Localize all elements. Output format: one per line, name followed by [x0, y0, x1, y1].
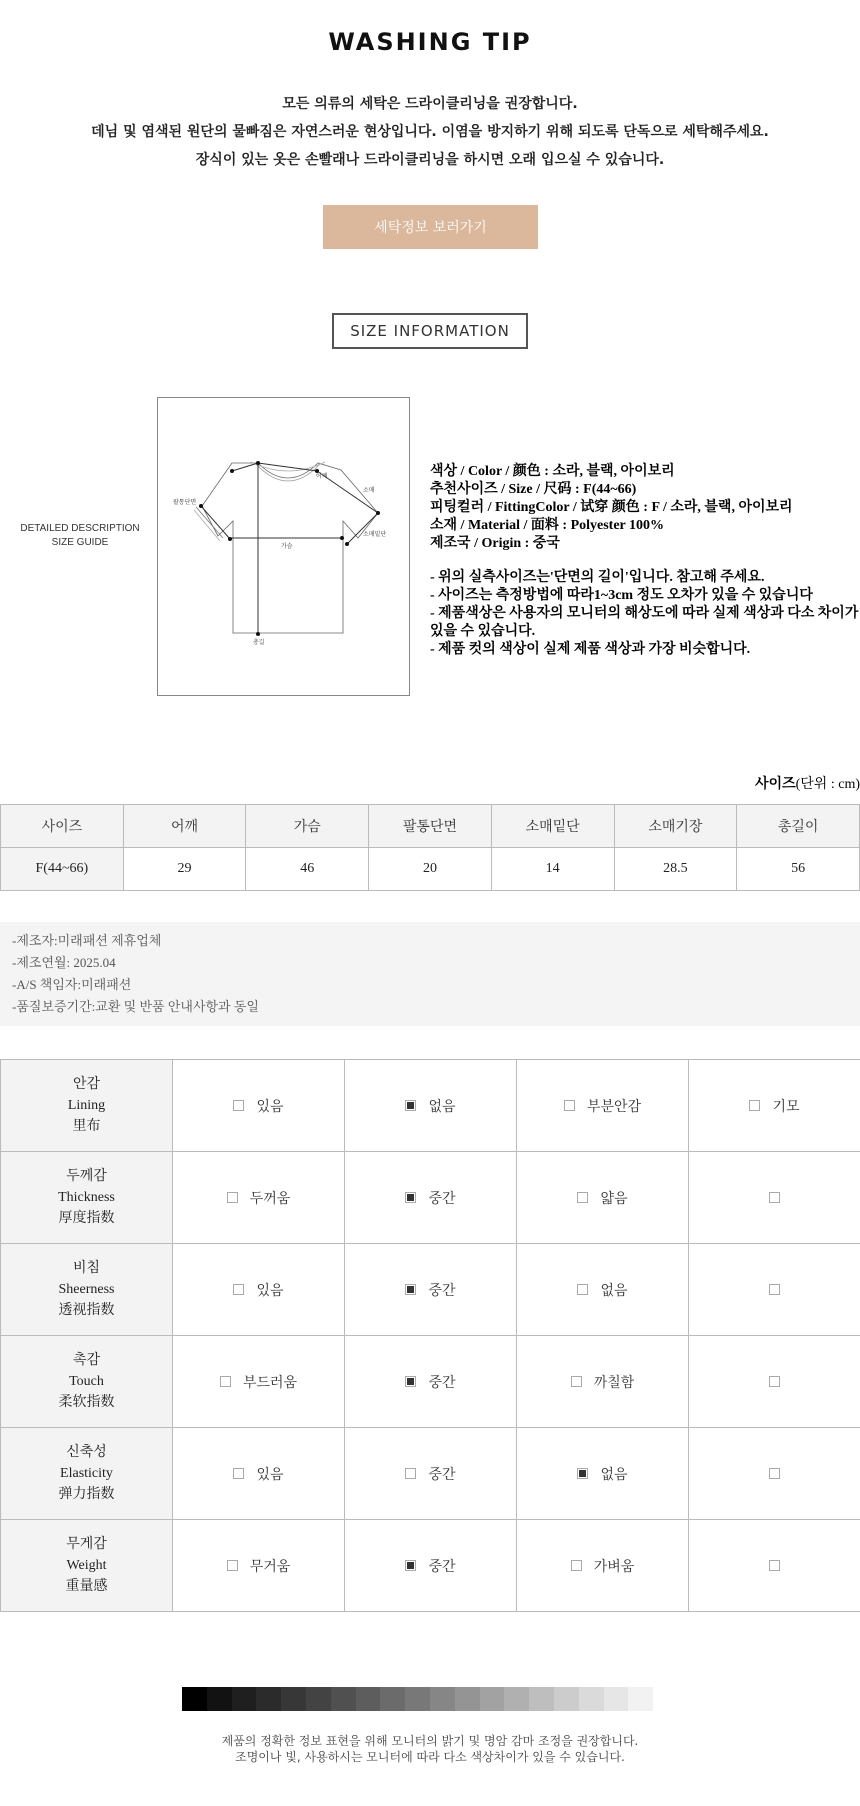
fabric-option-label: 중간: [428, 1282, 456, 1299]
fabric-label-en: Elasticity: [60, 1466, 113, 1481]
diagram-label-length: 총길: [253, 639, 265, 646]
monitor-note: [0, 1733, 860, 1765]
grayscale-swatch: [430, 1687, 455, 1711]
fabric-option-label: 가벼움: [593, 1558, 635, 1575]
fabric-label-ko: 비침: [72, 1260, 101, 1276]
fabric-option[interactable]: [220, 1372, 297, 1392]
fabric-option[interactable]: [227, 1556, 291, 1576]
size-cell-total-length: 56: [737, 848, 860, 891]
note-tolerance: - 사이즈는 측정방법에 따라1~3cm 정도 오차가 있을 수 있습니다: [430, 588, 813, 603]
washing-line: 장식이 있는 옷은 손빨래나 드라이클리닝을 하시면 오래 입으실 수 있습니다.: [195, 152, 665, 168]
checkbox[interactable]: [220, 1376, 231, 1387]
checkbox[interactable]: [405, 1376, 416, 1387]
size-cell-cuff: 14: [491, 848, 614, 891]
fabric-option[interactable]: [227, 1188, 291, 1208]
fabric-label-en: Thickness: [58, 1190, 115, 1205]
grayscale-swatch: [455, 1687, 480, 1711]
size-table: [0, 804, 860, 891]
size-caption-bold: 사이즈: [755, 776, 796, 792]
grayscale-swatch: [182, 1687, 207, 1711]
table-row: [1, 848, 860, 891]
fabric-option[interactable]: [769, 1376, 780, 1387]
fabric-label-en: Lining: [67, 1098, 106, 1113]
fabric-label-ko: 안감: [72, 1076, 101, 1092]
note-photo-color: - 제품 컷의 색상이 실제 제품 색상과 가장 비슷합니다.: [430, 642, 751, 657]
washing-title: WASHING TIP: [328, 28, 532, 56]
fabric-option-cell: [517, 1244, 689, 1336]
fabric-option-label: 얇음: [600, 1190, 628, 1207]
grayscale-swatch: [256, 1687, 281, 1711]
grayscale-swatch: [207, 1687, 232, 1711]
grayscale-swatch: [331, 1687, 356, 1711]
washing-instructions: [0, 90, 860, 174]
fabric-label-ko: 무게감: [66, 1536, 107, 1552]
maker-line: -A/S 책임자:미래패션: [12, 977, 132, 992]
size-header-chest: 가슴: [246, 805, 369, 848]
table-row: [1, 1336, 860, 1428]
fabric-option[interactable]: [769, 1468, 780, 1479]
fabric-option-label: 무거움: [249, 1558, 291, 1575]
fabric-option[interactable]: [577, 1464, 627, 1484]
fabric-option-cell: [517, 1060, 689, 1152]
fabric-option-cell: [345, 1520, 517, 1612]
fabric-option[interactable]: [233, 1096, 283, 1116]
size-cell-chest: 46: [246, 848, 369, 891]
fabric-label-en: Weight: [66, 1558, 107, 1573]
fabric-option-cell: [173, 1520, 345, 1612]
checkbox[interactable]: [769, 1192, 780, 1203]
fabric-option-cell: [173, 1152, 345, 1244]
washing-line: 모든 의류의 세탁은 드라이클리닝을 권장합니다.: [282, 96, 578, 112]
diagram-label-cuff: 소매밑단: [363, 531, 387, 538]
diagram-label-shoulder: 어깨: [316, 473, 328, 480]
fabric-option[interactable]: [577, 1188, 627, 1208]
size-header-total-length: 총길이: [737, 805, 860, 848]
fabric-option-label: 있음: [256, 1466, 284, 1483]
size-guide-label: [20, 522, 140, 550]
fabric-option-cell: [689, 1336, 860, 1428]
checkbox[interactable]: [405, 1560, 416, 1571]
maker-line: -품질보증기간:교환 및 반품 안내사항과 동일: [12, 999, 259, 1014]
table-row: [1, 1520, 860, 1612]
fabric-label-ko: 촉감: [72, 1352, 101, 1368]
fabric-option[interactable]: [405, 1464, 455, 1484]
fabric-label-ko: 두께감: [66, 1168, 107, 1184]
grayscale-swatch: [579, 1687, 604, 1711]
fabric-option-label: 없음: [600, 1466, 628, 1483]
tshirt-diagram: [158, 398, 411, 697]
checkbox[interactable]: [227, 1560, 238, 1571]
size-header-shoulder: 어깨: [123, 805, 246, 848]
table-row: [1, 1244, 860, 1336]
table-row: [1, 1428, 860, 1520]
fabric-option-label: 중간: [428, 1466, 456, 1483]
fabric-option-label: 없음: [428, 1098, 456, 1115]
spec-material: 소재 / Material / 面料 : Polyester 100%: [430, 518, 665, 533]
fabric-option-cell: [689, 1060, 860, 1152]
fabric-property-label: [1, 1244, 173, 1336]
size-cell-armhole: 20: [369, 848, 492, 891]
fabric-option-cell: [173, 1244, 345, 1336]
fabric-option[interactable]: [769, 1192, 780, 1203]
product-info: [430, 463, 860, 659]
fabric-table-body: [1, 1060, 860, 1612]
grayscale-swatch: [480, 1687, 505, 1711]
checkbox[interactable]: [405, 1468, 416, 1479]
fabric-option-label: 있음: [256, 1098, 284, 1115]
checkbox[interactable]: [577, 1468, 588, 1479]
fabric-properties-table: [0, 1059, 860, 1612]
checkbox[interactable]: [227, 1192, 238, 1203]
monitor-note-line: 조명이나 빛, 사용하시는 모니터에 따라 다소 색상차이가 있을 수 있습니다.: [235, 1750, 625, 1764]
checkbox[interactable]: [405, 1284, 416, 1295]
fabric-option-cell: [689, 1520, 860, 1612]
fabric-option-cell: [345, 1152, 517, 1244]
checkbox[interactable]: [749, 1100, 760, 1111]
fabric-property-label: [1, 1520, 173, 1612]
checkbox[interactable]: [405, 1100, 416, 1111]
fabric-option-cell: [517, 1152, 689, 1244]
washing-info-button[interactable]: 세탁정보 보러가기: [323, 205, 538, 249]
fabric-option-label: 중간: [428, 1374, 456, 1391]
fabric-option-cell: [689, 1428, 860, 1520]
fabric-option-cell: [345, 1060, 517, 1152]
fabric-option[interactable]: [749, 1096, 799, 1116]
checkbox[interactable]: [577, 1192, 588, 1203]
table-row: [1, 1060, 860, 1152]
fabric-label-en: Touch: [69, 1374, 104, 1389]
diagram-label-armhole: 팔통단면: [173, 499, 197, 506]
fabric-option[interactable]: [405, 1096, 455, 1116]
fabric-option-label: 까칠함: [593, 1374, 635, 1391]
fabric-property-label: [1, 1152, 173, 1244]
size-diagram: [157, 397, 410, 696]
fabric-option-cell: [689, 1244, 860, 1336]
checkbox[interactable]: [769, 1560, 780, 1571]
grayscale-swatch: [405, 1687, 430, 1711]
spec-color: 색상 / Color / 颜色 : 소라, 블랙, 아이보리: [430, 464, 675, 479]
grayscale-swatch: [628, 1687, 653, 1711]
grayscale-swatch: [356, 1687, 381, 1711]
fabric-option-cell: [345, 1336, 517, 1428]
grayscale-swatch: [306, 1687, 331, 1711]
fabric-property-label: [1, 1336, 173, 1428]
note-measurement: - 위의 실측사이즈는'단면의 길이'입니다. 참고해 주세요.: [430, 570, 765, 585]
size-header-sleeve-length: 소매기장: [614, 805, 737, 848]
fabric-option[interactable]: [405, 1556, 455, 1576]
diagram-label-sleeve: 소매: [363, 487, 375, 494]
fabric-option-label: 있음: [256, 1282, 284, 1299]
checkbox[interactable]: [233, 1100, 244, 1111]
spec-origin: 제조국 / Origin : 중국: [430, 536, 560, 551]
size-cell-sleeve-length: 28.5: [614, 848, 737, 891]
fabric-option[interactable]: [564, 1096, 641, 1116]
maker-line: -제조자:미래패션 제휴업체: [12, 933, 162, 948]
grayscale-swatch: [653, 1687, 678, 1711]
checkbox[interactable]: [571, 1376, 582, 1387]
grayscale-bar: [182, 1687, 678, 1711]
fabric-option-label: 중간: [428, 1558, 456, 1575]
checkbox[interactable]: [577, 1284, 588, 1295]
fabric-option[interactable]: [769, 1560, 780, 1571]
size-cell-shoulder: 29: [123, 848, 246, 891]
fabric-label-zh: 厚度指数: [58, 1210, 115, 1226]
fabric-label-zh: 弹力指数: [58, 1486, 115, 1502]
grayscale-swatch: [380, 1687, 405, 1711]
size-guide-label-line: DETAILED DESCRIPTION: [20, 523, 140, 534]
grayscale-swatch: [281, 1687, 306, 1711]
grayscale-swatch: [554, 1687, 579, 1711]
fabric-label-en: Sheerness: [58, 1282, 115, 1297]
fabric-option-label: 부분안감: [586, 1098, 642, 1115]
checkbox[interactable]: [405, 1192, 416, 1203]
maker-line: -제조연월: 2025.04: [12, 955, 116, 970]
diagram-label-chest: 가슴: [281, 543, 293, 550]
fabric-option[interactable]: [577, 1280, 627, 1300]
fabric-option-label: 부드러움: [242, 1374, 298, 1391]
manufacturer-info: [0, 922, 860, 1026]
fabric-option-cell: [173, 1336, 345, 1428]
fabric-option-label: 없음: [600, 1282, 628, 1299]
fabric-option[interactable]: [233, 1464, 283, 1484]
grayscale-swatch: [604, 1687, 629, 1711]
grayscale-swatch: [232, 1687, 257, 1711]
checkbox[interactable]: [769, 1376, 780, 1387]
fabric-option[interactable]: [571, 1556, 635, 1576]
fabric-option-cell: [173, 1428, 345, 1520]
size-header-armhole: 팔통단면: [369, 805, 492, 848]
fabric-option[interactable]: [405, 1188, 455, 1208]
table-row: [1, 1152, 860, 1244]
fabric-option[interactable]: [769, 1284, 780, 1295]
fabric-label-zh: 透视指数: [58, 1302, 115, 1318]
size-guide-label-line: SIZE GUIDE: [51, 537, 109, 548]
fabric-option[interactable]: [405, 1372, 455, 1392]
fabric-label-zh: 柔软指数: [58, 1394, 115, 1410]
fabric-option-cell: [689, 1152, 860, 1244]
fabric-label-ko: 신축성: [66, 1444, 107, 1460]
fabric-option[interactable]: [405, 1280, 455, 1300]
checkbox[interactable]: [571, 1560, 582, 1571]
fabric-option-cell: [517, 1428, 689, 1520]
size-caption-unit: (단위 : cm): [795, 777, 860, 792]
fabric-property-label: [1, 1428, 173, 1520]
grayscale-swatch: [529, 1687, 554, 1711]
fabric-label-zh: 重量感: [65, 1578, 108, 1594]
checkbox[interactable]: [233, 1468, 244, 1479]
fabric-option-cell: [345, 1244, 517, 1336]
fabric-option[interactable]: [233, 1280, 283, 1300]
size-header-cuff: 소매밑단: [491, 805, 614, 848]
fabric-label-zh: 里布: [72, 1118, 101, 1134]
fabric-option-label: 중간: [428, 1190, 456, 1207]
fabric-option-cell: [173, 1060, 345, 1152]
size-table-caption: [560, 773, 860, 793]
monitor-note-line: 제품의 정확한 정보 표현을 위해 모니터의 밝기 및 명암 감마 조정을 권장합니다.: [221, 1734, 639, 1748]
fabric-property-label: [1, 1060, 173, 1152]
fabric-option-label: 기모: [772, 1098, 800, 1115]
spec-fitting-color: 피팅컬러 / FittingColor / 试穿 颜色 : F / 소라, 블랙, 아이보리: [430, 500, 793, 515]
spec-size: 추천사이즈 / Size / 尺码 : F(44~66): [430, 482, 637, 497]
checkbox[interactable]: [564, 1100, 575, 1111]
fabric-option-cell: [345, 1428, 517, 1520]
size-information-title: SIZE INFORMATION: [332, 313, 528, 349]
washing-line: 데님 및 염색된 원단의 물빠짐은 자연스러운 현상입니다. 이염을 방지하기 위해 되도록 단독으로 세탁해주세요.: [91, 124, 769, 140]
fabric-option-label: 두꺼움: [249, 1190, 291, 1207]
size-cell-size: F(44~66): [1, 848, 124, 891]
checkbox[interactable]: [769, 1468, 780, 1479]
grayscale-swatch: [504, 1687, 529, 1711]
checkbox[interactable]: [769, 1284, 780, 1295]
checkbox[interactable]: [233, 1284, 244, 1295]
fabric-option[interactable]: [571, 1372, 635, 1392]
note-monitor: - 제품색상은 사용자의 모니터의 해상도에 따라 실제 색상과 다소 차이가 있을 수 있습니다.: [430, 606, 859, 639]
fabric-option-cell: [517, 1520, 689, 1612]
size-table-header-row: [1, 805, 860, 848]
size-header-size: 사이즈: [1, 805, 124, 848]
fabric-option-cell: [517, 1336, 689, 1428]
